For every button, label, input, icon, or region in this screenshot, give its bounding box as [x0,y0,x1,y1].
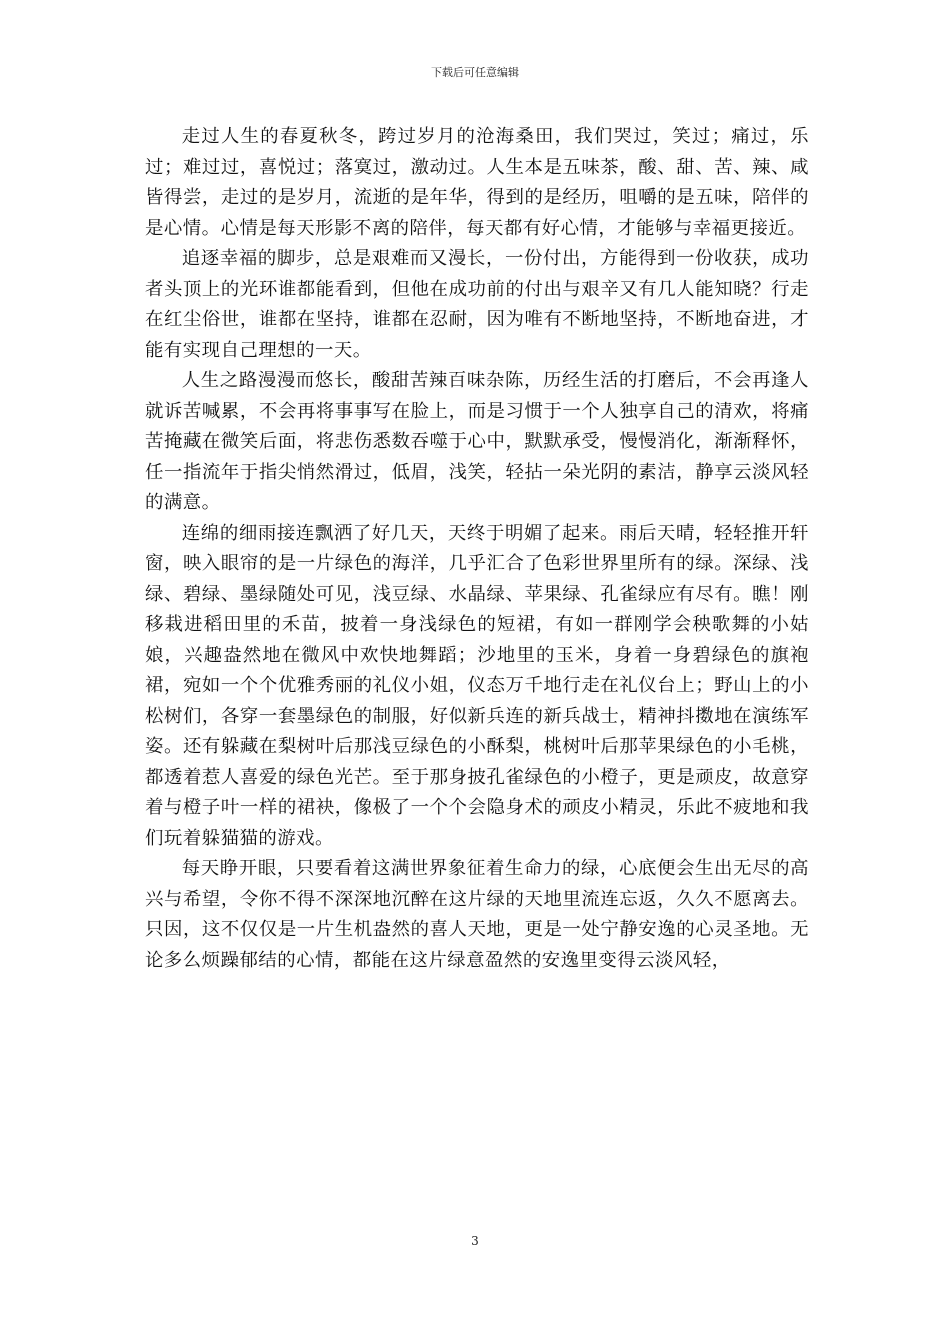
paragraph-4: 连绵的细雨接连飘洒了好几天，天终于明媚了起来。雨后天晴，轻轻推开轩窗，映入眼帘的是一片绿色的海洋，几乎汇合了色彩世界里所有的绿。深绿、浅绿、碧绿、墨绿随处可见，浅豆绿、水晶绿、苹果绿、孔雀绿应有尽有。瞧！刚移栽进稻田里的禾苗，披着一身浅绿色的短裙，有如一群刚学会秧歌舞的小姑娘，兴趣盎然地在微风中欢快地舞蹈；沙地里的玉米，身着一身碧绿色的旗袍裙，宛如一个个优雅秀丽的礼仪小姐，仪态万千地行走在礼仪台上；野山上的小松树们，各穿一套墨绿色的制服，好似新兵连的新兵战士，精神抖擞地在演练军姿。还有躲藏在梨树叶后那浅豆绿色的小酥梨，桃树叶后那苹果绿色的小毛桃，都透着惹人喜爱的绿色光芒。至于那身披孔雀绿色的小橙子，更是顽皮，故意穿着与橙子叶一样的裙袂，像极了一个个会隐身术的顽皮小精灵，乐此不疲地和我们玩着躲猫猫的游戏。 [145,522,809,849]
paragraph-5: 每天睁开眼，只要看着这满世界象征着生命力的绿，心底便会生出无尽的高兴与希望，令你不得不深深地沉醉在这片绿的天地里流连忘返，久久不愿离去。只因，这不仅仅是一片生机盎然的喜人天地，更是一处宁静安逸的心灵圣地。无论多么烦躁郁结的心情，都能在这片绿意盈然的安逸里变得云淡风轻， [145,858,809,971]
page-number: 3 [471,1234,479,1248]
paragraph-3: 人生之路漫漫而悠长，酸甜苦辣百味杂陈，历经生活的打磨后，不会再逢人就诉苦喊累，不会再将事事写在脸上，而是习惯于一个人独享自己的清欢，将痛苦掩藏在微笑后面，将悲伤悉数吞噬于心中，默默承受，慢慢消化，渐渐释怀，任一指流年于指尖悄然滑过，低眉，浅笑，轻拈一朵光阴的素洁，静享云淡风轻的满意。 [145,370,809,513]
page-header: 下载后可任意编辑 [431,66,519,79]
paragraph-1: 走过人生的春夏秋冬，跨过岁月的沧海桑田，我们哭过，笑过；痛过，乐过；难过过，喜悦过；落寞过，激动过。人生本是五味茶，酸、甜、苦、辣、咸皆得尝，走过的是岁月，流逝的是年华，得到的是经历，咀嚼的是五味，陪伴的是心情。心情是每天形影不离的陪伴，每天都有好心情，才能够与幸福更接近。 [145,126,809,239]
document-body [145,122,809,976]
paragraph-2: 追逐幸福的脚步，总是艰难而又漫长，一份付出，方能得到一份收获，成功者头顶上的光环谁都能看到，但他在成功前的付出与艰辛又有几人能知晓？行走在红尘俗世，谁都在坚持，谁都在忍耐，因为唯有不断地坚持，不断地奋进，才能有实现自己理想的一天。 [145,248,809,361]
